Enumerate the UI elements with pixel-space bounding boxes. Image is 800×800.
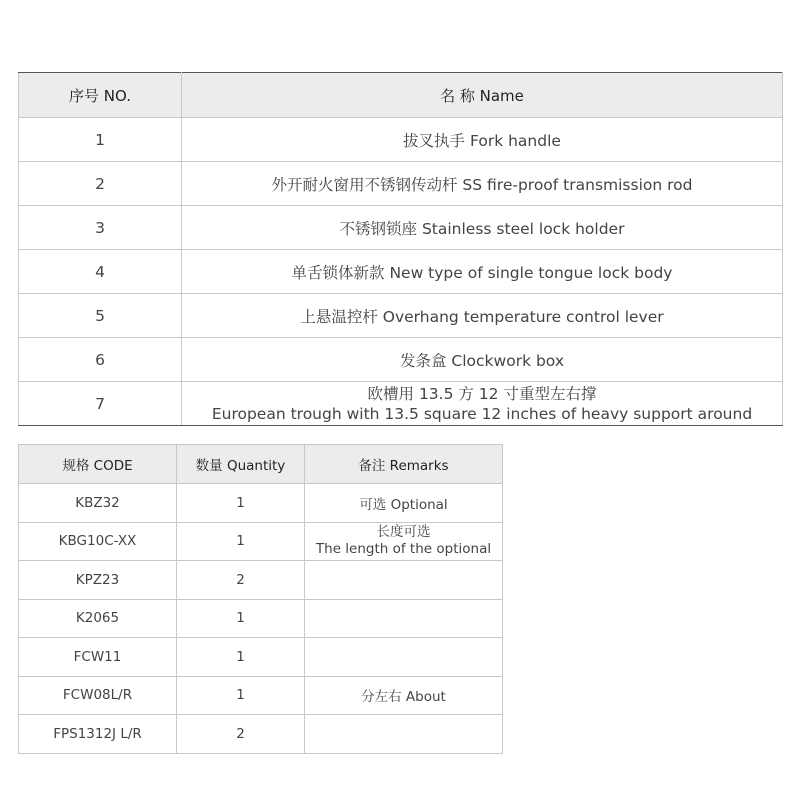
header-code: 规格 CODE (19, 445, 177, 484)
spec-table (18, 444, 503, 754)
row-no: 2 (19, 162, 182, 206)
table-row (19, 638, 503, 677)
row-name: 发条盒 Clockwork box (182, 338, 783, 382)
table-row (19, 382, 783, 426)
row-remarks-line2: The length of the optional (315, 541, 492, 558)
table-row (19, 250, 783, 294)
row-no: 4 (19, 250, 182, 294)
row-name (182, 382, 783, 426)
table-row (19, 206, 783, 250)
row-quantity: 1 (177, 522, 305, 561)
row-no: 5 (19, 294, 182, 338)
row-no: 7 (19, 382, 182, 426)
table-row (19, 715, 503, 754)
table-row (19, 676, 503, 715)
row-remarks: 分左右 About (305, 676, 503, 715)
row-remarks (305, 522, 503, 561)
table-row (19, 118, 783, 162)
row-name-line1: 欧槽用 13.5 方 12 寸重型左右撑 (367, 384, 597, 403)
row-no: 1 (19, 118, 182, 162)
table-row (19, 338, 783, 382)
table-row (19, 294, 783, 338)
row-remarks: 可选 Optional (305, 484, 503, 523)
row-quantity: 2 (177, 561, 305, 600)
row-name: 单舌锁体新款 New type of single tongue lock body (182, 250, 783, 294)
row-remarks (305, 561, 503, 600)
table-row (19, 522, 503, 561)
row-quantity: 1 (177, 676, 305, 715)
row-remarks (305, 638, 503, 677)
row-quantity: 1 (177, 638, 305, 677)
parts-table (18, 72, 783, 426)
row-name: 拔叉执手 Fork handle (182, 118, 783, 162)
row-name-line2: European trough with 13.5 square 12 inches of heavy support around (211, 404, 753, 423)
row-code: KPZ23 (19, 561, 177, 600)
table-row (19, 162, 783, 206)
row-code: FCW08L/R (19, 676, 177, 715)
row-no: 3 (19, 206, 182, 250)
row-remarks-line1: 长度可选 (376, 524, 431, 541)
table-row (19, 561, 503, 600)
row-remarks (305, 715, 503, 754)
row-remarks (305, 599, 503, 638)
row-name: 不锈钢锁座 Stainless steel lock holder (182, 206, 783, 250)
row-code: KBZ32 (19, 484, 177, 523)
row-quantity: 2 (177, 715, 305, 754)
table-row (19, 599, 503, 638)
parts-table-header (19, 73, 783, 118)
header-name: 名 称 Name (182, 73, 783, 118)
row-code: FPS1312J L/R (19, 715, 177, 754)
header-remarks: 备注 Remarks (305, 445, 503, 484)
row-name: 上悬温控杆 Overhang temperature control lever (182, 294, 783, 338)
header-quantity: 数量 Quantity (177, 445, 305, 484)
row-name: 外开耐火窗用不锈钢传动杆 SS fire-proof transmission rod (182, 162, 783, 206)
header-no: 序号 NO. (19, 73, 182, 118)
row-code: K2065 (19, 599, 177, 638)
row-code: KBG10C-XX (19, 522, 177, 561)
row-no: 6 (19, 338, 182, 382)
row-quantity: 1 (177, 599, 305, 638)
table-row (19, 484, 503, 523)
row-quantity: 1 (177, 484, 305, 523)
row-code: FCW11 (19, 638, 177, 677)
spec-table-header (19, 445, 503, 484)
